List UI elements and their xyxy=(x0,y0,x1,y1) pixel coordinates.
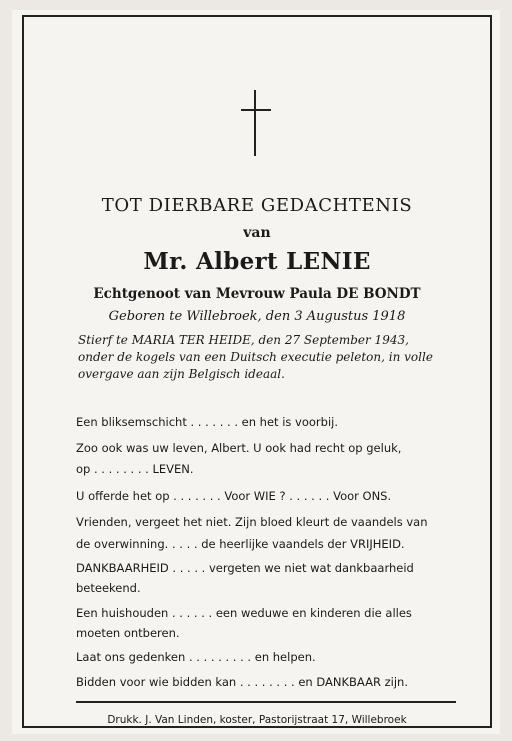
verse-line: de overwinning. . . . . de heerlijke vaandels der VRIJHEID. xyxy=(76,537,405,551)
card-title: TOT DIERBARE GEDACHTENIS xyxy=(101,195,413,216)
verse-line: beteekend. xyxy=(76,581,141,595)
deceased-name: Mr. Albert LENIE xyxy=(143,248,371,275)
verse-line: Vrienden, vergeet het niet. Zijn bloed kleurt de vaandels van xyxy=(76,515,428,529)
verse-line: Zoo ook was uw leven, Albert. U ook had recht op geluk, xyxy=(76,441,402,455)
memorial-card xyxy=(12,10,500,734)
verse-line: Laat ons gedenken . . . . . . . . . en helpen. xyxy=(76,650,316,664)
death-paragraph xyxy=(78,332,478,383)
verse-line: Een bliksemschicht . . . . . . . en het is voorbij. xyxy=(76,415,338,429)
birth-line: Geboren te Willebroek, den 3 Augustus 1918 xyxy=(108,309,406,324)
printer-credit: Drukk. J. Van Linden, koster, Pastorijstraat 17, Willebroek xyxy=(107,714,407,726)
verse-line: op . . . . . . . . LEVEN. xyxy=(76,462,194,476)
death-line: onder de kogels van een Duitsch executie peleton, in volle xyxy=(78,350,433,364)
footer-divider xyxy=(76,701,456,703)
death-line: Stierf te MARIA TER HEIDE, den 27 September 1943, xyxy=(78,333,409,347)
verse-line: moeten ontberen. xyxy=(76,626,180,640)
cross-icon xyxy=(241,90,271,156)
van-label: van xyxy=(243,225,271,241)
death-line: overgave aan zijn Belgisch ideaal. xyxy=(78,367,285,381)
verse-line: DANKBAARHEID . . . . . vergeten we niet wat dankbaarheid xyxy=(76,561,414,575)
spouse-line: Echtgenoot van Mevrouw Paula DE BONDT xyxy=(93,286,421,302)
verse-line: Bidden voor wie bidden kan . . . . . . . . en DANKBAAR zijn. xyxy=(76,675,408,689)
verse-line: Een huishouden . . . . . . een weduwe en kinderen die alles xyxy=(76,606,412,620)
verse-line: U offerde het op . . . . . . . Voor WIE ? . . . . . . Voor ONS. xyxy=(76,489,392,503)
